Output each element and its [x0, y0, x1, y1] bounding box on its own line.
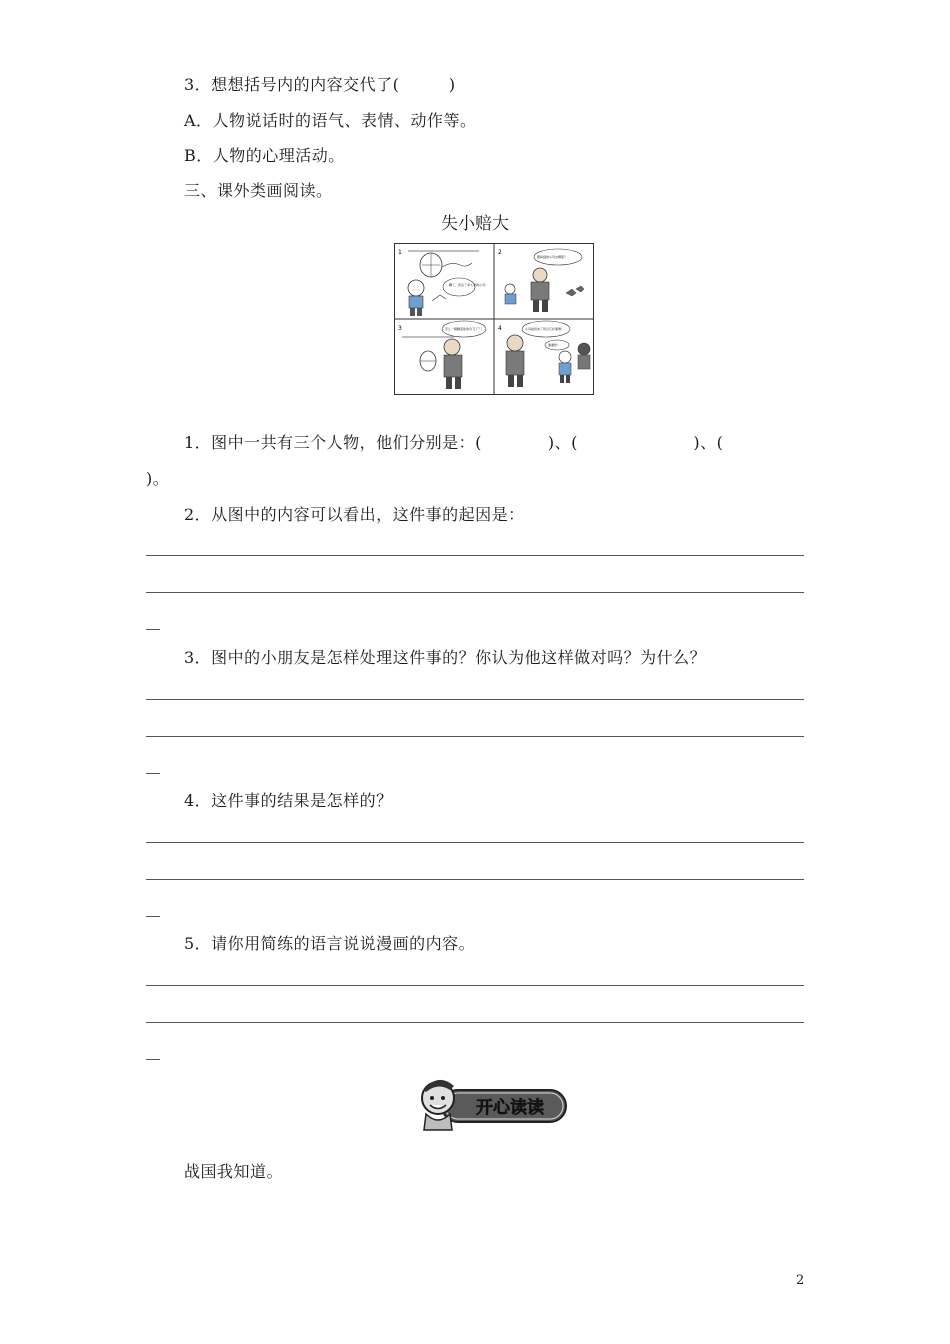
panel-4-bubble-2: 谢谢你！: [548, 343, 561, 347]
panel-3-number: 3: [398, 325, 402, 332]
section-3-heading: 三、课外类画阅读。: [184, 181, 333, 200]
page-number: 2: [796, 1273, 805, 1288]
answer-line[interactable]: [146, 879, 804, 880]
question-5: 5．请你用简练的语言说说漫画的内容。: [184, 934, 476, 953]
panel-2-number: 2: [498, 249, 502, 256]
answer-line[interactable]: [146, 985, 804, 986]
answer-line-end: [146, 1059, 160, 1060]
answer-line-end: [146, 773, 160, 774]
answer-line[interactable]: [146, 842, 804, 843]
comic-title: 失小赔大: [441, 214, 509, 234]
panel-1-number: 1: [398, 249, 402, 256]
answer-line[interactable]: [146, 736, 804, 737]
panel-3-bubble: 怎么一眼瞧着你的鸟飞了？！: [445, 327, 485, 331]
question-3-line: 3．想想括号内的内容交代了( ): [184, 75, 456, 94]
question-4: 4．这件事的结果是怎样的？: [184, 791, 393, 810]
closing-line: 战国我知道。: [184, 1162, 284, 1181]
question-3: 3．图中的小朋友是怎样处理这件事的？你认为他这样做对吗？为什么？: [184, 648, 707, 667]
option-b: B．人物的心理活动。: [184, 146, 345, 165]
cartoon-boy-icon: [422, 1080, 454, 1130]
answer-line[interactable]: [146, 699, 804, 700]
answer-line[interactable]: [146, 1022, 804, 1023]
answer-line-end: [146, 629, 160, 630]
option-a: A．人物说话时的语气、表情、动作等。: [184, 111, 477, 130]
happy-reading-badge: [416, 1070, 570, 1134]
comic-strip: [394, 243, 594, 395]
answer-line-end: [146, 916, 160, 917]
panel-4-bubble: 小鸟找回来了所以它好事情！: [525, 327, 565, 331]
answer-line[interactable]: [146, 592, 804, 593]
panel-4-number: 4: [498, 325, 502, 332]
answer-line[interactable]: [146, 555, 804, 556]
panel-2-bubble: 跟踪到的小鸟去哪里？: [537, 255, 568, 259]
panel-1-bubble: 糟了，弄丢了李大爷的小鸟！: [449, 283, 489, 287]
badge-text: 开心读读: [476, 1098, 544, 1118]
question-1-end: )。: [146, 469, 170, 488]
question-2: 2．从图中的内容可以看出，这件事的起因是：: [184, 505, 525, 524]
question-1: 1．图中一共有三个人物，他们分别是：( )、( )、(: [184, 433, 724, 452]
